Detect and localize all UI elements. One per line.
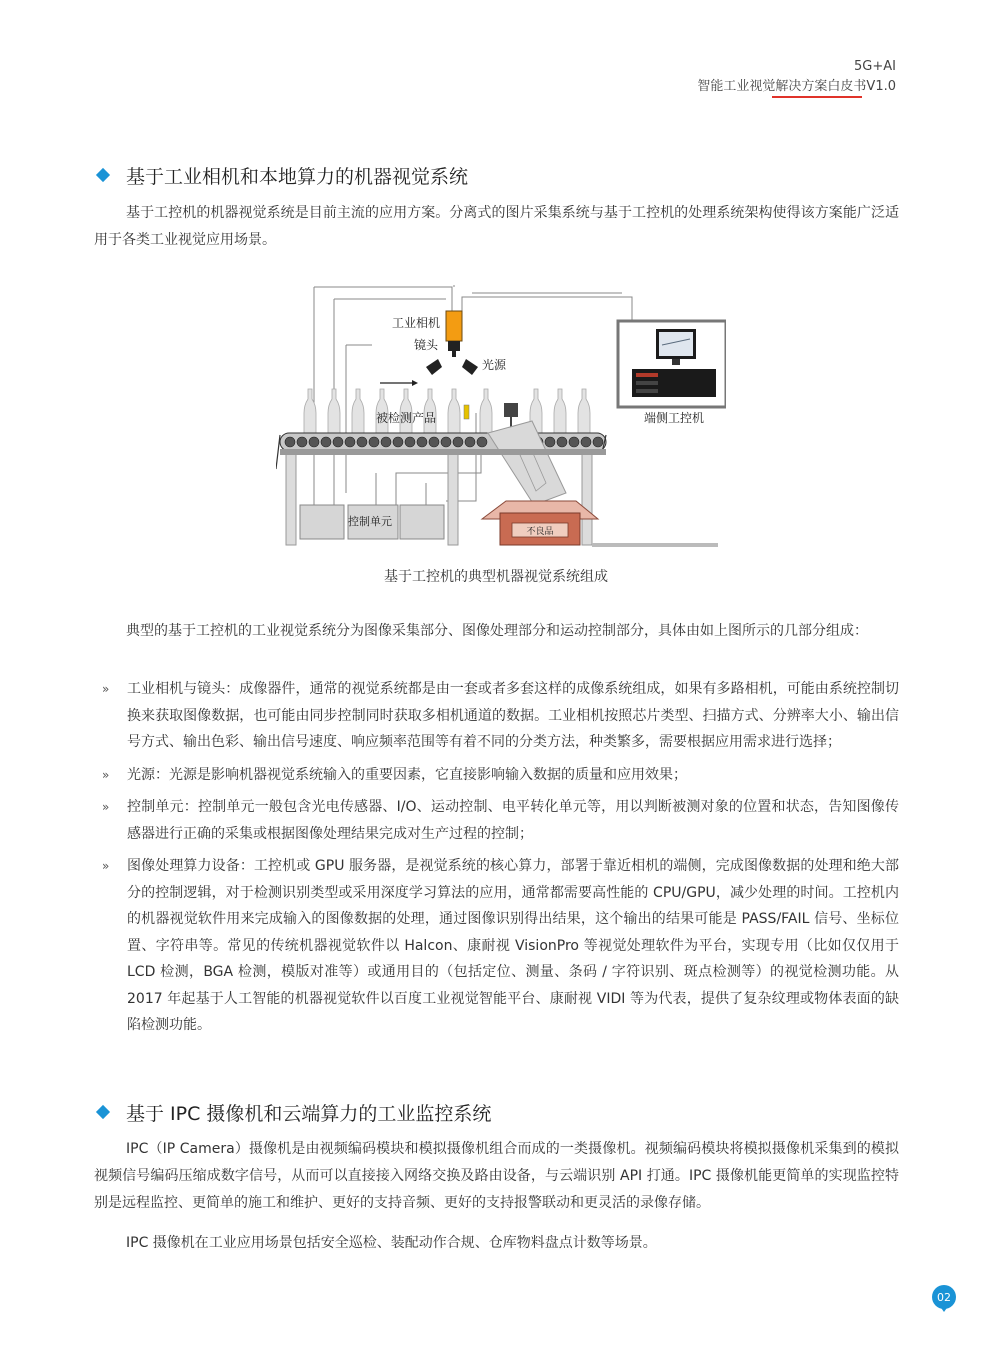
light-left	[426, 359, 442, 375]
list-item: » 控制单元：控制单元一般包含光电传感器、I/O、运动控制、电平转化单元等，用以判断被测对象的位置和状态，告知图像传感器进行正确的采集或根据图像处理结果完成对生产过程的控制；	[102, 799, 899, 842]
section-heading-ipc	[96, 1098, 491, 1126]
intro-paragraph: 基于工控机的机器视觉系统是目前主流的应用方案。分离式的图片采集系统与基于工控机的处理系统架构使得该方案能广泛适用于各类工业视觉应用场景。	[94, 205, 899, 248]
page-number-badge: 02	[932, 1285, 956, 1309]
diamond-bullet-icon	[96, 168, 110, 182]
header-title: 智能工业视觉解决方案白皮书V1.0	[697, 79, 896, 94]
label-lens: 镜头	[414, 338, 439, 352]
ipc-paragraph: IPC（IP Camera）摄像机是由视频编码模块和模拟摄像机组合而成的一类摄像机。视频编码模块将模拟摄像机采集到的模拟视频信号编码压缩成数字信号，从而可以直接接入网络交换及路由设备，与云端识别 API 打通。IPC 摄像机能更简单的实现监控特别是远程监控、更简单的施工和维护、更好的支持音频、更好的支持报警联动和更灵活的录像存储。	[94, 1141, 899, 1211]
light-right	[462, 359, 478, 375]
section-heading-text: 基于 IPC 摄像机和云端算力的工业监控系统	[126, 1102, 492, 1125]
control-box-1	[300, 505, 344, 539]
diagram-svg	[276, 283, 726, 551]
label-product: 被检测产品	[376, 411, 437, 425]
reject-actuator	[504, 403, 518, 417]
ipc-scenarios-paragraph: IPC 摄像机在工业应用场景包括安全巡检、装配动作合规、仓库物料盘点计数等场景。	[126, 1235, 657, 1251]
component-list	[94, 676, 899, 1045]
header-underline	[772, 96, 862, 98]
camera-body	[446, 311, 462, 341]
diamond-bullet-icon	[96, 1105, 110, 1119]
label-ipc: 端侧工控机	[644, 411, 705, 425]
machine-vision-diagram	[276, 283, 726, 551]
label-reject: 不良品	[526, 527, 554, 537]
section-heading-machine-vision	[96, 161, 468, 189]
header-series: 5G+AI	[854, 59, 896, 74]
figure-caption: 基于工控机的典型机器视觉系统组成	[384, 569, 608, 585]
label-light: 光源	[482, 358, 507, 372]
lens	[448, 341, 460, 351]
bottles	[304, 389, 590, 433]
components-paragraph: 典型的基于工控机的工业视觉系统分为图像采集部分、图像处理部分和运动控制部分，具体由如上图所示的几部分组成：	[126, 623, 868, 639]
control-box-3	[400, 505, 444, 539]
list-item: » 图像处理算力设备：工控机或 GPU 服务器，是视觉系统的核心算力，部署于靠近相机的端侧，完成图像数据的处理和绝大部分的控制逻辑，对于检测识别类型或采用深度学习算法的应用，通常都需要高性能的 CPU/GPU，减少处理的时间。工控机内的机器视觉软件用来完成输入的图像数据的处理，通过图像识别得出结果，这个输出的结果可能是 PASS/FAIL 信号、坐标位置、字符串等。常见的传统机器视觉软件以 Halcon、康耐视 VisionPro 等视觉处理软件为平台，实现专用（比如仅仅用于 LCD 检测，BGA 检测，模版对准等）或通用目的（包括定位、测量、条码 / 字符识别、斑点检测等）的视觉检测功能。从 2017 年起基于人工智能的机器视觉软件以百度工业视觉智能平台、康耐视 VIDI 等为代表，提供了复杂纹理或物体表面的缺陷检测功能。	[102, 858, 899, 1033]
list-item: » 工业相机与镜头：成像器件，通常的视觉系统都是由一套或者多套这样的成像系统组成，如果有多路相机，可能由系统控制切换来获取图像数据，也可能由同步控制同时获取多相机通道的数据。工业相机按照芯片类型、扫描方式、分辨率大小、输出信号方式、输出色彩、输出信号速度、响应频率范围等有着不同的分类方法，种类繁多，需要根据应用需求进行选择；	[102, 681, 899, 750]
label-camera: 工业相机	[392, 316, 441, 330]
page-header	[697, 58, 896, 96]
label-control-unit: 控制单元	[348, 515, 392, 528]
list-item: » 光源：光源是影响机器视觉系统输入的重要因素，它直接影响输入数据的质量和应用效果；	[102, 766, 687, 783]
section-heading-text: 基于工业相机和本地算力的机器视觉系统	[126, 165, 469, 188]
